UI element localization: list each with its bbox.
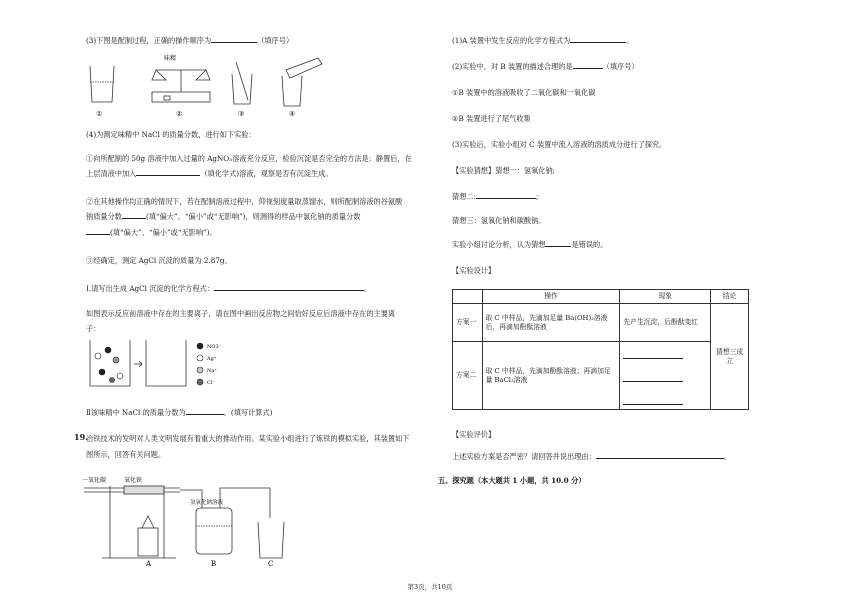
q3-text: (3)下图是配制过程，正确的操作顺序为	[86, 36, 212, 45]
question-19-b: 图所示，回答有关问题。	[86, 450, 166, 459]
eval-question	[452, 452, 731, 461]
para-I	[86, 284, 371, 293]
p2-blank-2[interactable]	[86, 228, 110, 235]
r-question-1	[452, 36, 634, 45]
row2-phen-blanks[interactable]	[620, 342, 711, 410]
label-a: A	[146, 560, 152, 568]
row1-name: 方案一	[453, 304, 483, 342]
p2-blank-1[interactable]	[122, 212, 146, 219]
guess-2	[452, 192, 538, 201]
table-header-phen: 现象	[620, 290, 711, 304]
q3-blank[interactable]	[211, 36, 257, 43]
q3-tail: （填序号）	[257, 36, 294, 45]
para-diag-2: 子：	[86, 324, 101, 333]
eval-end: 。	[723, 452, 731, 461]
p2c-text: (填“偏大”、“偏小”或“无影响”)，则测得的样品中氯化钠的质量分数	[145, 212, 361, 221]
eval-text: 上述实验方案是否严密？请回答并说出理由：	[452, 452, 596, 461]
pII-text: Ⅱ该味精中 NaCl 的质量分数为	[86, 408, 186, 417]
r-question-2	[452, 62, 639, 71]
r2-tail: （填序号）	[602, 62, 639, 71]
r2-blank[interactable]	[573, 62, 603, 69]
label-fe2o3: 氧化铁	[124, 477, 143, 484]
fig-label-2: ②	[176, 110, 183, 118]
r2-text: (2)实验中，对 B 装置的描述合理的是	[452, 62, 573, 71]
r1-end: 。	[626, 36, 634, 45]
label-naoh: 氢氧化钠溶液	[190, 500, 224, 506]
para-diag-1: 如图表示反应前溶液中存在的主要离子，请在图中画出反应物之间恰好反应后溶液中存在的主要离	[86, 309, 396, 318]
label-c: C	[268, 560, 274, 568]
para-2a: ②在其他操作均正确的情况下，若在配制溶液过程中，仰视刻度量取蒸馏水，则所配制溶液的谷氨酸	[86, 197, 403, 206]
guess-section	[452, 166, 555, 175]
section-5-title: 五、探究题（本大题共 1 小题，共 10.0 分）	[438, 476, 586, 485]
legend-no3: NO3⁻	[207, 344, 222, 350]
para-II	[86, 408, 272, 417]
row2-name: 方案二	[453, 342, 483, 410]
fig-label-3: ③	[238, 110, 245, 118]
design-table	[452, 289, 749, 410]
pI-blank[interactable]	[214, 284, 364, 291]
eval-blank[interactable]	[596, 452, 724, 459]
r2-option-2: ②B 装置进行了尾气收集	[452, 114, 531, 123]
p1-blank[interactable]	[136, 169, 200, 176]
question-19-a: 冶铁技术的发明对人类文明发展有着重大的推动作用。某实验小组进行了炼铁的模拟实验，其装置如下	[86, 434, 410, 443]
label-b: B	[211, 560, 217, 568]
guess-3: 猜想三：氢氧化钠和碳酸钠。	[452, 216, 546, 225]
para-2d	[86, 228, 217, 237]
guess-conc-blank[interactable]	[545, 240, 571, 247]
label-co: 一氧化碳	[82, 477, 107, 484]
pI-text: Ⅰ.请写出生成 AgCl 沉淀的化学方程式：	[86, 284, 214, 293]
r1-blank[interactable]	[570, 36, 626, 43]
row1-phen: 先产生沉淀，后酚酞变红	[620, 304, 711, 342]
para-3: ③经确定，测定 AgCl 沉淀的质量为 2.87g。	[86, 256, 232, 265]
r1-text: (1)A 装置中发生反应的化学方程式为	[452, 36, 571, 45]
fig-label-1: ①	[96, 110, 103, 118]
conclusion-cell: 猜想三成立	[711, 304, 749, 410]
p2b-text: 钠质量分数	[86, 212, 122, 221]
guess-head: 【实验猜想】	[452, 166, 496, 175]
question-4: (4)为测定味精中 NaCl 的质量分数，进行如下实验：	[86, 130, 256, 139]
legend-ag: Ag⁺	[207, 356, 217, 362]
apparatus-diagram	[80, 468, 300, 568]
table-header-row	[453, 290, 749, 304]
row2-op: 取 C 中样品，先滴加酚酞溶液；再滴加足量 BaCl₂溶液	[482, 342, 620, 410]
table-header-conc: 结论	[711, 290, 749, 304]
legend-cl: Cl⁻	[207, 380, 216, 386]
legend-na: Na⁺	[207, 368, 217, 374]
p1b-text: 上层清液中加入	[86, 169, 137, 178]
row1-op: 取 C 中样品，先滴加足量 Ba(OH)₂溶液后，再滴加酚酞溶液	[482, 304, 620, 342]
pI-end: 。	[363, 284, 372, 293]
r2-option-1: ①B 装置中的溶液吸收了二氧化碳和一氧化碳	[452, 88, 596, 97]
table-header-op: 操作	[482, 290, 620, 304]
eval-head: 【实验评价】	[452, 430, 496, 439]
r-question-3: (3)实验后，实验小组对 C 装置中流入溶液的溶质成分进行了探究。	[452, 140, 667, 149]
question-19-number: 19.	[74, 432, 88, 442]
balance-label: 味精	[164, 55, 177, 62]
guess-conc-tail: 是错误的。	[571, 240, 608, 249]
guess-conclusion	[452, 240, 607, 249]
para-1a: ①向所配制的 50g 溶液中加入过量的 AgNO₃溶液充分反应，检验沉淀是否完全的方法是：静置后，在	[86, 154, 412, 163]
page-footer: 第3页，共10页	[407, 583, 453, 591]
p2d-text: (填“偏大”、“偏小”或“无影响”)。	[110, 228, 217, 237]
design-head: 【实验设计】	[452, 266, 496, 275]
pII-tail: 。(填写计算式)	[223, 408, 273, 417]
guess-conc-text: 实验小组讨论分析，认为猜想	[452, 240, 546, 249]
pII-blank[interactable]	[186, 408, 224, 415]
preparation-figures	[86, 52, 326, 120]
guess-2-blank[interactable]	[476, 192, 539, 201]
question-3	[86, 36, 293, 45]
para-2b	[86, 212, 361, 221]
table-row-2	[453, 342, 749, 410]
para-1b	[86, 169, 333, 178]
p1c-text: （填化学式)溶液，观察是否有沉淀生成。	[200, 169, 333, 178]
guess-2-text: 猜想二:	[452, 192, 476, 201]
table-row-1	[453, 304, 749, 342]
guess-1: 猜想一：氢氧化钠;	[495, 166, 556, 175]
ion-diagram[interactable]	[86, 336, 236, 392]
fig-label-4: ④	[289, 110, 296, 118]
table-header-blank	[453, 290, 483, 304]
guess-2-end: ;	[536, 192, 539, 201]
